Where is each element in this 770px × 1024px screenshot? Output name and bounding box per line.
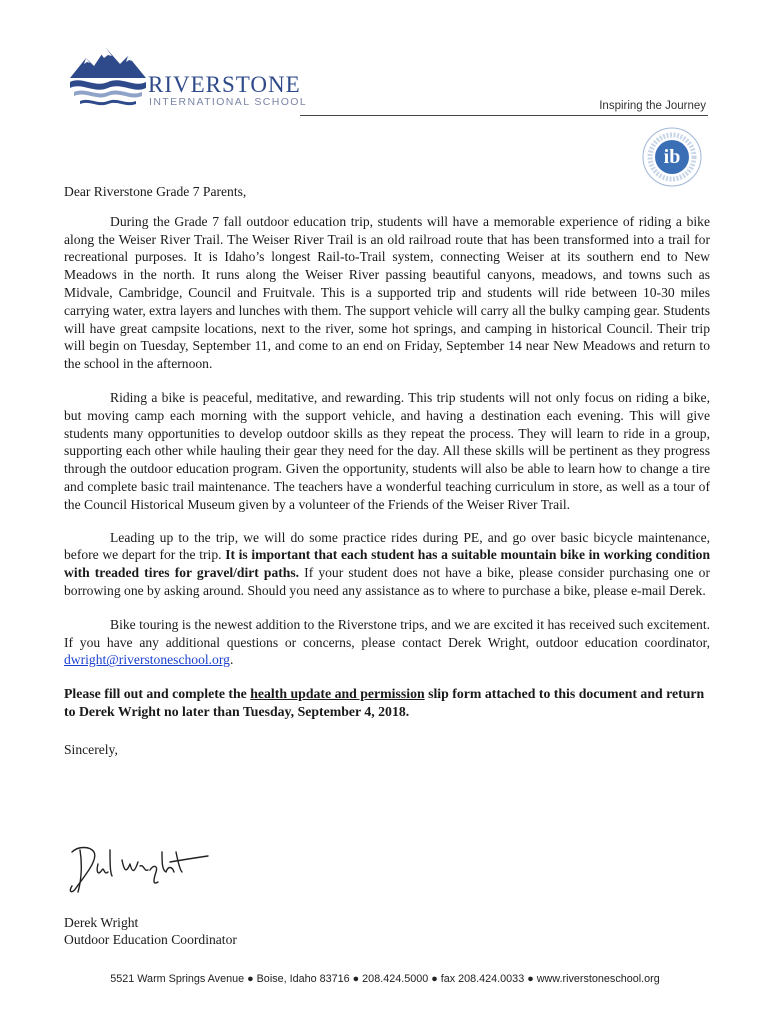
paragraph-1: During the Grade 7 fall outdoor education trip, students will have a memorable experience of riding a bike along the Weiser River Trail. The Weiser River Trail is an old railroad route that has been transformed into a trail for recreational purposes. It is Idaho’s longest Rail-to-Trail system, connecting Weiser at its southern end to New Meadows in the north. It runs along the Weiser River passing beautiful canyons, meadows, and towns such as Midvale, Cambridge, Council and Fruitvale. This is a supported trip and students will ride between 10-30 miles carrying water, extra layers and lunches with them. The support vehicle will carry all the bulky camping gear. Students will have great campsite locations, next to the river, some hot springs, and camping in historical Council. Their trip will begin on Tuesday, September 11, and come to an end on Friday, September 14 near New Meadows and return to the school in the afternoon.	[64, 213, 710, 372]
signer-title: Outdoor Education Coordinator	[64, 932, 237, 947]
permission-form-instructions	[64, 685, 710, 721]
bike-requirement-note: It is important that each student has a suitable mountain bike in working condition with treaded tires for gravel/dirt paths.	[64, 547, 711, 581]
footer-address: 5521 Warm Springs Avenue ● Boise, Idaho 83716 ● 208.424.5000 ● fax 208.424.0033 ● www.riverstoneschool.org	[110, 973, 660, 985]
letter-body	[64, 183, 710, 759]
header-divider	[300, 115, 708, 116]
mountain-river-logo-icon	[68, 44, 148, 114]
paragraph-3	[64, 529, 710, 600]
ib-world-school-logo	[641, 126, 703, 188]
health-permission-form-label: health update and permission	[250, 686, 425, 702]
paragraph-3-end: If your student does not have a bike, please consider purchasing one or borrowing one by asking around. Should you need any assistance as to where to purchase a bike, please e-mail Derek.	[64, 565, 710, 598]
cta-end: slip form attached to this document and return to Derek Wright no later than Tuesday, September 4, 2018.	[64, 686, 705, 719]
ib-logo-icon	[641, 126, 703, 188]
school-subtitle: INTERNATIONAL SCHOOL	[149, 96, 308, 108]
paragraph-4-end: .	[229, 652, 234, 668]
paragraph-4	[64, 616, 710, 669]
signer-name: Derek Wright	[64, 915, 139, 930]
cta-start: Please fill out and complete the	[64, 686, 251, 702]
salutation: Dear Riverstone Grade 7 Parents,	[64, 184, 247, 199]
paragraph-4-start: Bike touring is the newest addition to the Riverstone trips, and we are excited it has received such excitement. If you have any additional questions or concerns, please contact Derek Wright, outdoor education coordinator,	[64, 616, 710, 650]
school-name: RIVERSTONE	[148, 72, 301, 97]
tagline: Inspiring the Journey	[599, 100, 706, 112]
ib-logo-text: ib	[663, 146, 681, 168]
closing: Sincerely,	[64, 741, 118, 757]
paragraph-2: Riding a bike is peaceful, meditative, and rewarding. This trip students will not only focus on riding a bike, but moving camp each morning with the support vehicle, and having a destination each evening. This will give students many opportunities to develop outdoor skills as they repeat the process. They will learn to ride in a group, supporting each other while hauling their gear they need for the day. All these skills will be pertinent as they progress through the outdoor education program. Given the opportunity, students will also be able to learn how to change a tire and complete basic trail maintenance. The teachers have a wonderful teaching curriculum in store, as well as a tour of the Council Historical Museum given by a volunteer of the Friends of the Weiser River Trail.	[64, 389, 710, 512]
handwritten-signature	[64, 842, 214, 898]
signature-icon	[64, 842, 214, 898]
contact-email-link[interactable]: dwright@riverstoneschool.org	[64, 652, 230, 668]
paragraph-3-start: Leading up to the trip, we will do some practice rides during PE, and go over basic bicycle maintenance, before we depart for the trip.	[64, 529, 710, 563]
